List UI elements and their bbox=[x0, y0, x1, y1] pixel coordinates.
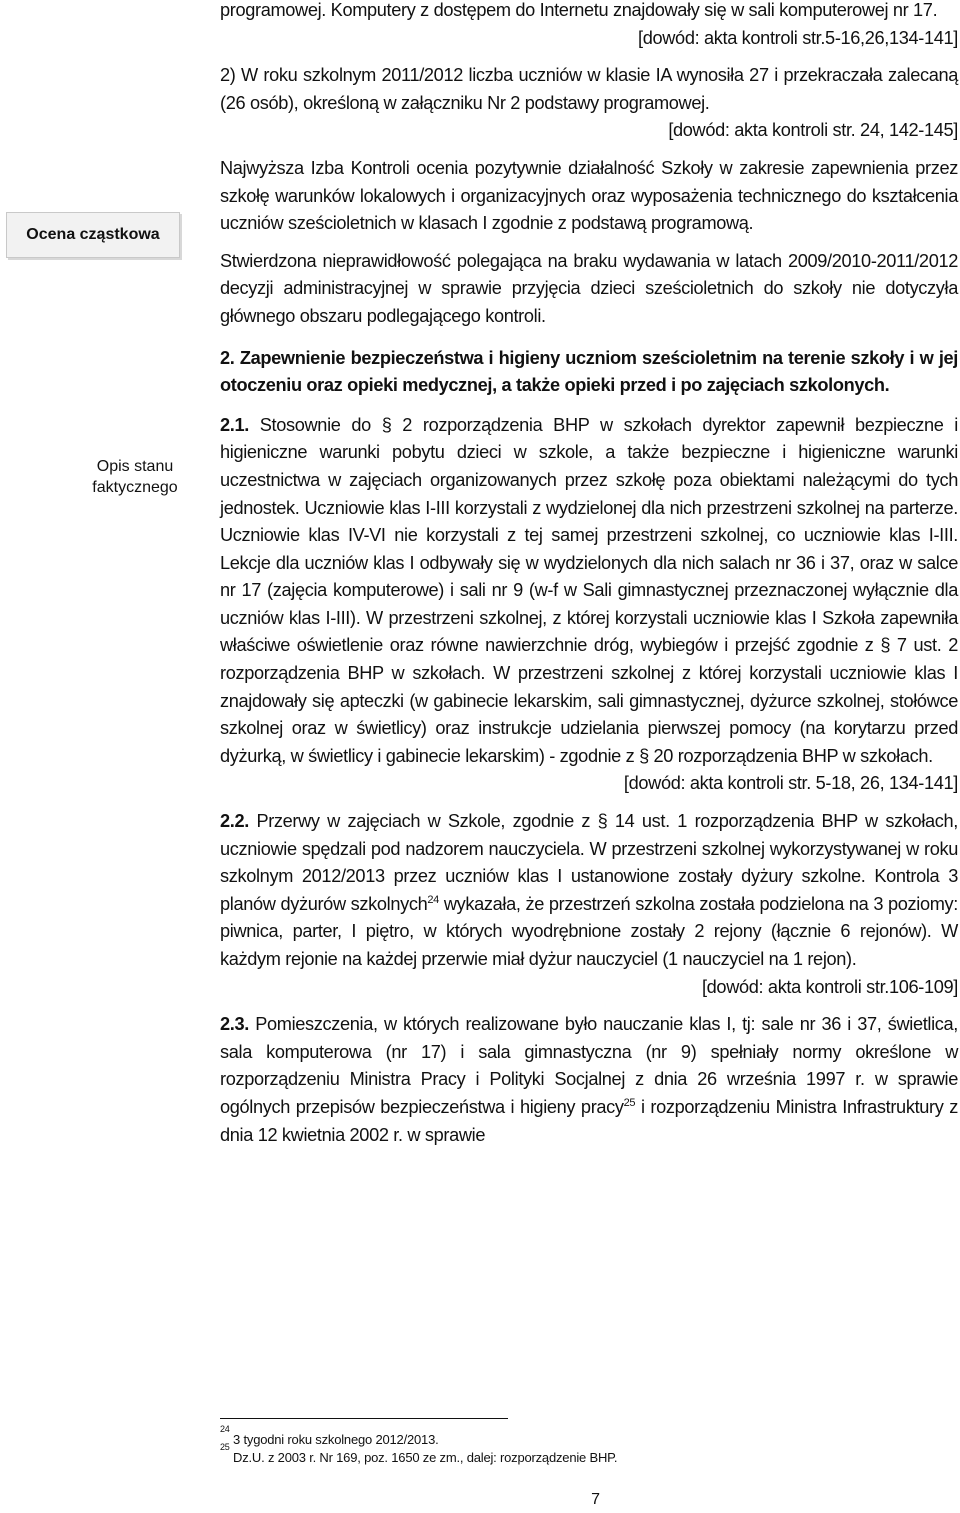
subsection-2-2: 2.2. Przerwy w zajęciach w Szkole, zgodnie z § 14 ust. 1 rozporządzenia BHP w szkołach, uczniowie spędzali pod nadzorem nauczyciela. W przestrzeni szkolnej wykorzystywanej w roku szkolnym 2012/2013 przez uczniów klas I ustanowione zostały dyżury szkolne. Kontrola 3 planów dyżurów szkolnych$^{24}$ wykazała, że przestrzeń szkolna została podzielona na 3 poziomy: piwnica, parter, I piętro, w których wyodrębnione zostały 2 rejony (łącznie 6 rejonów). W każdym rejonie na każdej przerwie miał dyżur nauczyciel (1 nauczyciel na 1 rejon). bbox=[220, 811, 958, 969]
evidence-reference: [dowód: akta kontroli str. 5-18, 26, 134-141] bbox=[623, 773, 958, 794]
opis-stanu-label: Opis stanu faktycznego bbox=[92, 458, 178, 496]
footnote-separator bbox=[220, 1418, 508, 1419]
paragraph-class-size: 2) W roku szkolnym 2011/2012 liczba uczniów w klasie IA wynosiła 27 i przekraczała zalecaną (26 osób), określoną w załączniku Nr 2 podstawy programowej. bbox=[220, 65, 958, 113]
subsection-number: 2.2. bbox=[220, 811, 249, 832]
evidence-reference: [dowód: akta kontroli str. 24, 142-145] bbox=[668, 120, 958, 141]
irregularity-paragraph: Stwierdzona nieprawidłowość polegająca na braku wydawania w latach 2009/2010-2011/2012 decyzji administracyjnej w sprawie przyjęcia dzieci sześcioletnich do szkoły nie dotyczyła głównego obszaru podlegającego kontroli. bbox=[220, 250, 958, 326]
assessment-paragraph: Najwyższa Izba Kontroli ocenia pozytywnie działalność Szkoły w zakresie zapewnienia przez szkołę warunków lokalowych i organizacyjnych oraz wyposażenia technicznego do kształcenia uczniów sześcioletnich w klasach I zgodnie z podstawą programową. bbox=[220, 157, 958, 234]
evidence-reference: [dowód: akta kontroli str.5-16,26,134-141] bbox=[638, 27, 958, 48]
footnote-ref: 25 bbox=[623, 1096, 636, 1109]
evidence-reference: [dowód: akta kontroli str.106-109] bbox=[701, 976, 958, 997]
ocena-czastkowa-box bbox=[6, 212, 180, 258]
subsection-2-3: 2.3. Pomieszczenia, w których realizowane było nauczanie klas I, tj: sale nr 36 i 37, świetlica, sala komputerowa (nr 17) i sala gimnastyczna (nr 9) spełniały normy określone w rozporządzeniu Ministra Pracy i Polityki Socjalnej z dnia 26 września 1997 r. w sprawie ogólnych przepisów bezpieczeństwa i higieny pracy$^{25}$ i rozporządzeniu Ministra Infrastruktury z dnia 12 kwietnia 2002 r. w sprawie bbox=[220, 1014, 959, 1145]
page-number: 7 bbox=[591, 1491, 600, 1508]
footnote-ref: 24 bbox=[427, 893, 439, 906]
footnote-25: $^{25}$ Dz.U. z 2003 r. Nr 169, poz. 1650 ze zm., dalej: rozporządzenie BHP. bbox=[220, 1442, 618, 1465]
section-heading: 2. Zapewnienie bezpieczeństwa i higieny uczniom sześcioletnim na terenie szkoły i w jej otoczeniu oraz opieki medycznej, a także opieki przed i po zajęciach szkolonych. bbox=[220, 347, 958, 396]
paragraph-continued: programowej. Komputery z dostępem do Internetu znajdowały się w sali komputerowej nr 17. bbox=[220, 0, 938, 20]
subsection-number: 2.1. bbox=[220, 414, 249, 435]
ocena-czastkowa-label: Ocena cząstkowa bbox=[26, 226, 160, 243]
document-body bbox=[220, 0, 958, 1149]
footnote-24: $^{24}$ 3 tygodni roku szkolnego 2012/2013. bbox=[220, 1424, 439, 1447]
subsection-2-1: 2.1. Stosownie do § 2 rozporządzenia BHP w szkołach dyrektor zapewnił bezpieczne i higieniczne warunki pobytu dzieci w szkole, a także bezpieczne i higieniczne warunki uczestnictwa w zajęciach organizowanych przez szkołę poza obiektami należącymi do tych jednostek. Uczniowie klas I-III korzystali z wydzielonej dla nich przestrzeni szkolnej na parterze. Uczniowie klas IV-VI nie korzystali z tej samej przestrzeni szkolnej, co uczniowie klas I-III. Lekcje dla uczniów klas I odbywały się w wydzielonych dla nich salach nr 36 i 37, oraz w salce nr 17 (zajęcia komputerowe) i sali nr 9 (w-f w Sali gimnastycznej przeznaczonej wyłącznie dla uczniów klas I-III). W przestrzeni szkolnej, z której korzystali uczniowie klas I Szkoła zapewniła właściwe oświetlenie oraz równe nawierzchnie dróg, wybiegów i przejść zgodnie z § 7 ust. 2 rozporządzenia BHP w szkołach. W przestrzeni szkolnej z której korzystali uczniowie klas I znajdowały się apteczki (w gabinecie lekarskim, sali gimnastycznej, dyżurce szkolnej, stołówce szkolnej oraz w świetlicy) oraz instrukcje udzielania pierwszej pomocy (na korytarzu przed dyżurką, w świetlicy i gabinecie lekarskim) - zgodnie z § 20 rozporządzenia BHP w szkołach. bbox=[220, 414, 958, 766]
subsection-number: 2.3. bbox=[220, 1014, 249, 1035]
